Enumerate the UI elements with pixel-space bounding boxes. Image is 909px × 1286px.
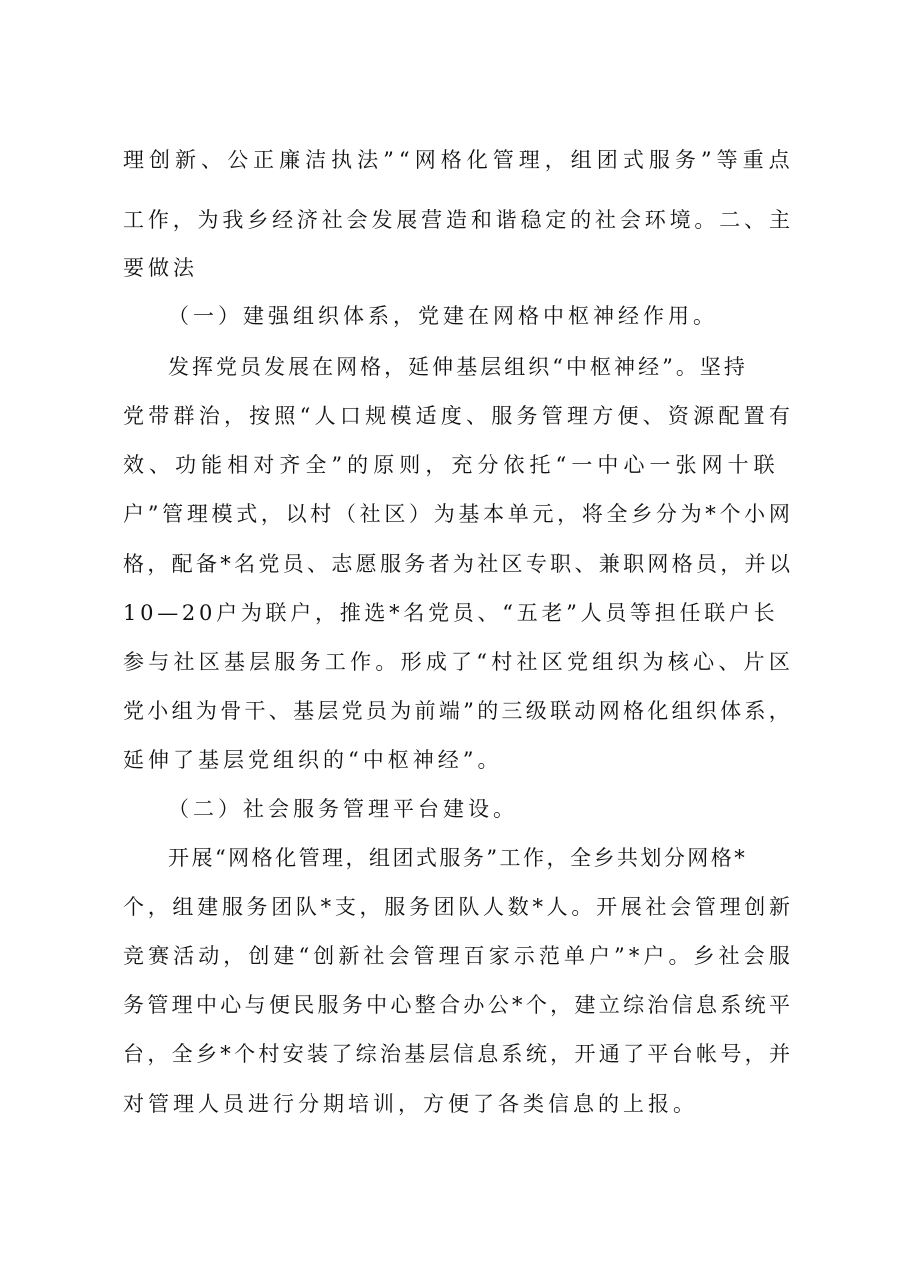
text-line: 理 创 新 、 公 正 廉 洁 执 法 ” “ 网 格 化 管 理 ， 组 团 式 服 务 ” 等 重 点 (123, 148, 790, 172)
text-line: 1 0 — 2 0 户 为 联 户 ， 推 选 * 名 党 员 、 “ 五 老 ” 人 员 等 担 任 联 户 长 (123, 601, 775, 625)
text-line: 效 、 功 能 相 对 齐 全 ” 的 原 则 ， 充 分 依 托 “ 一 中 心 一 张 网 十 联 (123, 453, 775, 477)
paragraph-first-line: 发 挥 党 员 发 展 在 网 格 ， 延 伸 基 层 组 织 “ 中 枢 神 经 ” 。 坚 持 (168, 355, 745, 379)
text-line: 延伸了基层党组织的“中枢神经”。 (123, 748, 503, 772)
text-line: 户 ” 管 理 模 式 ， 以 村 （ 社 区 ） 为 基 本 单 元 ， 将 全 乡 分 为 * 个 小 网 (123, 502, 790, 526)
text-line: 台 ， 全 乡 * 个 村 安 装 了 综 治 基 层 信 息 系 统 ， 开 通 了 平 台 帐 号 ， 并 (123, 1042, 790, 1066)
paragraph-first-line: 开 展 “ 网 格 化 管 理 ， 组 团 式 服 务 ” 工 作 ， 全 乡 共 划 分 网 格 * (168, 846, 745, 870)
text-line: 个 ， 组 建 服 务 团 队 * 支 ， 服 务 团 队 人 数 * 人 。 开 展 社 会 管 理 创 新 (123, 895, 790, 919)
text-line: 要做法 (123, 256, 198, 280)
text-line: 参 与 社 区 基 层 服 务 工 作 。 形 成 了 “ 村 社 区 党 组 织 为 核 心 、 片 区 (123, 650, 790, 674)
text-line: 格 ， 配 备 * 名 党 员 、 志 愿 服 务 者 为 社 区 专 职 、 兼 职 网 格 员 ， 并 以 (123, 552, 790, 576)
text-line: 对管理人员进行分期培训，方便了各类信息的上报。 (123, 1092, 698, 1116)
text-line: 务 管 理 中 心 与 便 民 服 务 中 心 整 合 办 公 * 个 ， 建 立 综 治 信 息 系 统 平 (123, 993, 790, 1017)
text-line: 党 带 群 治 ， 按 照 “ 人 口 规 模 适 度 、 服 务 管 理 方 便 、 资 源 配 置 有 (123, 404, 790, 428)
section-heading: （一）建强组织体系，党建在网格中枢神经作用。 (168, 304, 718, 328)
text-line: 竞 赛 活 动 ， 创 建 “ 创 新 社 会 管 理 百 家 示 范 单 户 ” * 户 。 乡 社 会 服 (123, 944, 790, 968)
text-line: 工 作 ， 为 我 乡 经 济 社 会 发 展 营 造 和 谐 稳 定 的 社 会 环 境 。 二 、 主 (123, 208, 790, 232)
section-heading: （二）社会服务管理平台建设。 (168, 797, 518, 821)
text-line: 党 小 组 为 骨 干 、 基 层 党 员 为 前 端 ” 的 三 级 联 动 网 格 化 组 织 体 系 ， (123, 699, 790, 723)
